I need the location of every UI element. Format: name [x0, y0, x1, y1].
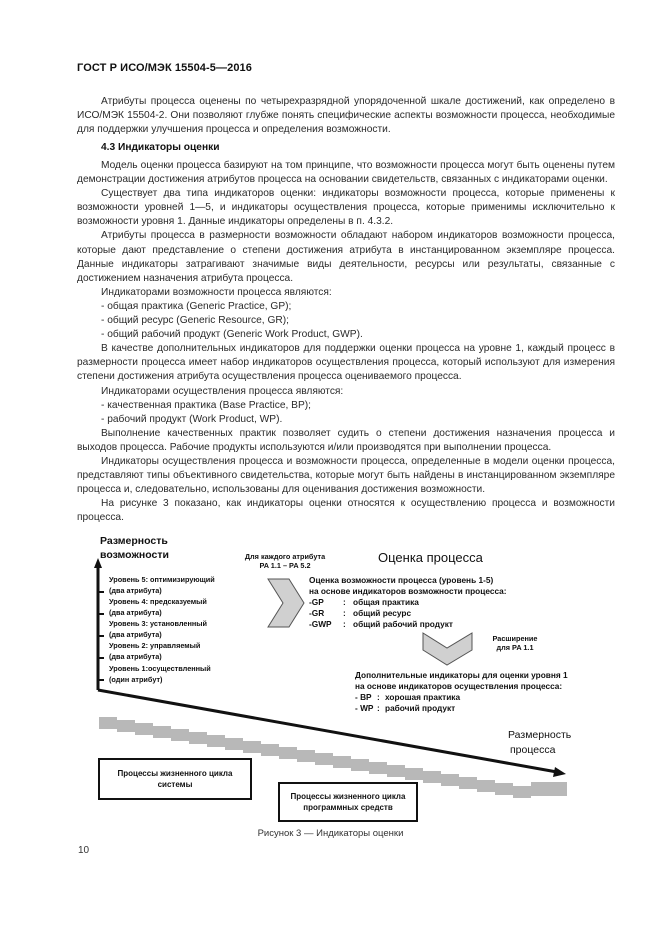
- for-each-attribute-note: Для каждого атрибута PA 1.1 – PA 5.2: [244, 552, 326, 570]
- level-2: Уровень 2: управляемый (два атрибута): [109, 641, 201, 661]
- section-title: 4.3 Индикаторы оценки: [101, 142, 220, 153]
- paragraph: Выполнение качественных практик позволяет судить о степени достижения назначения процесса и выходов процесса. Рабочие продукты используются и/или производятся при выполнении процесса.: [77, 427, 615, 453]
- page-number: 10: [78, 845, 90, 856]
- block-separators: [99, 714, 119, 716]
- figure-diagram: [85, 530, 615, 830]
- capability-assessment-block: Оценка возможности процесса (уровень 1-5) на основе индикаторов возможности процесса: -GP : общая практика -GR : общий ресурс -GWP : общий рабочий продукт: [309, 575, 507, 629]
- paragraph: На рисунке 3 показано, как индикаторы оценки относятся к осуществлению процесса и возможности процесса.: [77, 498, 615, 524]
- section-body: [77, 159, 615, 525]
- intro-paragraph: Атрибуты процесса оценены по четырехразрядной упорядоченной шкале достижений, как определено в ИСО/МЭК 15504-2. Они позволяют глубже понять специфические аспекты возможности процесса, необходимые для поддержки улучшения процесса и определения возможности.: [77, 96, 615, 136]
- additional-indicators-block: Дополнительные индикаторы для оценки уровня 1 на основе индикаторов осуществления процесса: - BP : хорошая практика - WP : рабочий продукт: [355, 670, 568, 713]
- capability-axis-label-line2: возможности: [100, 549, 169, 561]
- system-lifecycle-box: Процессы жизненного цикла системы: [98, 758, 252, 800]
- process-axis-arrow-icon: [553, 767, 566, 777]
- indicator-gwp: -GWP : общий рабочий продукт: [309, 619, 453, 629]
- software-lifecycle-box: Процессы жизненного цикла программных средств: [278, 782, 418, 822]
- level-1: Уровень 1:осуществленный (один атрибут): [109, 664, 211, 684]
- paragraph: Модель оценки процесса базируют на том принципе, что возможности процесса могут быть оценены путем демонстрации достижения атрибутов процесса на основании свидетельств, связанных с индикаторами оценки.: [77, 160, 615, 186]
- list-intro: Индикаторами возможности процесса являются:: [101, 286, 332, 298]
- indicator-gr: -GR : общий ресурс: [309, 608, 412, 618]
- list-item: - общая практика (Generic Practice, GP);: [101, 300, 292, 312]
- chevron-right-icon: [268, 579, 304, 627]
- assessment-title: Оценка процесса: [378, 550, 483, 565]
- level-3: Уровень 3: установленный (два атрибута): [109, 619, 208, 639]
- extension-note: Расширение для PA 1.1: [492, 634, 538, 652]
- list-item: - качественная практика (Base Practice, BP);: [101, 399, 311, 411]
- page-header: ГОСТ Р ИСО/МЭК 15504-5—2016: [77, 62, 252, 74]
- paragraph: Индикаторы осуществления процесса и возможности процесса, определенные в модели оценки процесса, представляют типы объективного свидетельства, которые могут быть найдены в инстанцированном экземпляре процесса и, следовательно, использованы для оценивания достижения возможности.: [77, 455, 615, 496]
- intro-block: [77, 95, 615, 137]
- paragraph: Атрибуты процесса в размерности возможности обладают набором индикаторов возможности процесса, которые дают представление о степени достижения атрибута в инстанцированном экземпляре процесса. Данные индикаторы затрагивают значимые виды деятельности, ресурсы или результаты, связанные с достижением назначения атрибута процесса.: [77, 230, 615, 284]
- level-4: Уровень 4: предсказуемый (два атрибута): [109, 597, 207, 617]
- list-item: - общий рабочий продукт (Generic Work Product, GWP).: [101, 329, 363, 341]
- chevron-down-icon: [423, 633, 472, 665]
- paragraph: В качестве дополнительных индикаторов для поддержки оценки процесса на уровне 1, каждый процесс в размерности процесса имеет набор индикаторов осуществления процесса, который используют для измерения степени достижения атрибута осуществления процесса оцениваемого процесса.: [77, 343, 615, 383]
- capability-levels: [109, 575, 215, 686]
- paragraph: Существует два типа индикаторов оценки: индикаторы возможности процесса, которые применены к возможности уровней 1—5, и индикаторы осуществления процесса, которые применимы исключительно к возможности уровня 1. Данные индикаторы определены в п. 4.3.2.: [77, 188, 615, 228]
- process-axis-label: Размерность процесса: [508, 729, 572, 756]
- indicator-wp: - WP : рабочий продукт: [355, 703, 456, 713]
- level-5: Уровень 5: оптимизирующий (два атрибута): [109, 575, 215, 595]
- capability-axis-label: [100, 534, 169, 562]
- capability-axis-label-line1: Размерность: [100, 535, 168, 547]
- indicator-bp: - BP : хорошая практика: [355, 692, 461, 702]
- list-intro: Индикаторами осуществления процесса являются:: [101, 385, 344, 397]
- list-item: - рабочий продукт (Work Product, WP).: [101, 413, 283, 425]
- list-item: - общий ресурс (Generic Resource, GR);: [101, 315, 289, 327]
- indicator-gp: -GP : общая практика: [309, 597, 419, 607]
- figure-caption: Рисунок 3 — Индикаторы оценки: [257, 828, 404, 839]
